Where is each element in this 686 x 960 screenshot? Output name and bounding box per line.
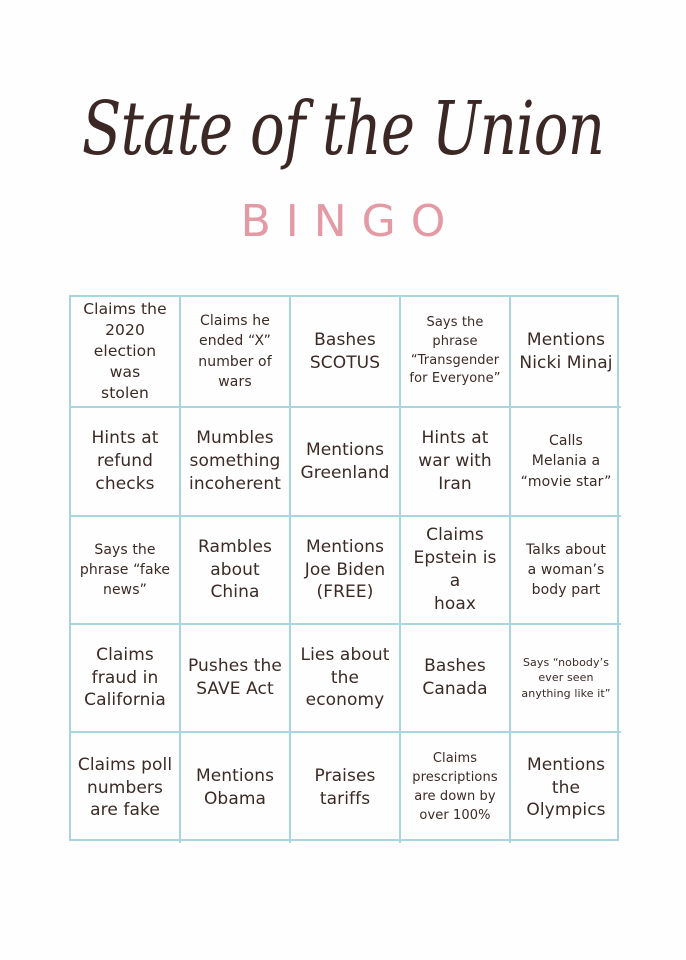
bingo-cell-r4-c4: Bashes Canada xyxy=(401,625,511,733)
bingo-cell-r1-c3: Bashes SCOTUS xyxy=(291,297,401,408)
bingo-cell-r4-c1: Claims fraud in California xyxy=(71,625,181,733)
bingo-cell-r3-c3: Mentions Joe Biden (FREE) xyxy=(291,517,401,625)
bingo-cell-r2-c3: Mentions Greenland xyxy=(291,408,401,517)
bingo-cell-r5-c4: Claims prescriptions are down by over 100% xyxy=(401,733,511,843)
bingo-cell-r1-c2: Claims he ended “X” number of wars xyxy=(181,297,291,408)
bingo-grid xyxy=(69,295,619,841)
bingo-cell-r3-c2: Rambles about China xyxy=(181,517,291,625)
bingo-cell-r4-c5: Says “nobody’s ever seen anything like it” xyxy=(511,625,621,733)
bingo-cell-r4-c2: Pushes the SAVE Act xyxy=(181,625,291,733)
bingo-cell-r4-c3: Lies about the economy xyxy=(291,625,401,733)
bingo-cell-r3-c5: Talks about a woman’s body part xyxy=(511,517,621,625)
bingo-cell-r5-c2: Mentions Obama xyxy=(181,733,291,843)
bingo-cell-r2-c1: Hints at refund checks xyxy=(71,408,181,517)
bingo-cell-r5-c5: Mentions the Olympics xyxy=(526,754,606,821)
bingo-cell-r5-c1: Claims poll numbers are fake xyxy=(71,733,181,843)
bingo-cell-r1-c5: Mentions Nicki Minaj xyxy=(511,297,621,408)
bingo-cell-r1-c4: Says the phrase “Transgender for Everyone” xyxy=(401,297,511,408)
page-title: State of the Union xyxy=(81,86,605,172)
bingo-cell-r3-c1: Says the phrase “fake news” xyxy=(71,517,181,625)
bingo-cell-r2-c5: Calls Melania a “movie star” xyxy=(511,408,621,517)
bingo-cell-r1-c1: Claims the 2020 election was stolen xyxy=(71,297,181,408)
bingo-cell-r2-c2: Mumbles something incoherent xyxy=(181,408,291,517)
bingo-cell-r3-c4: Claims Epstein is a hoax xyxy=(401,517,511,625)
bingo-cell-r2-c4: Hints at war with Iran xyxy=(401,408,511,517)
bingo-heading: BINGO xyxy=(240,196,461,247)
bingo-cell-r5-c3: Praises tariffs xyxy=(291,733,401,843)
